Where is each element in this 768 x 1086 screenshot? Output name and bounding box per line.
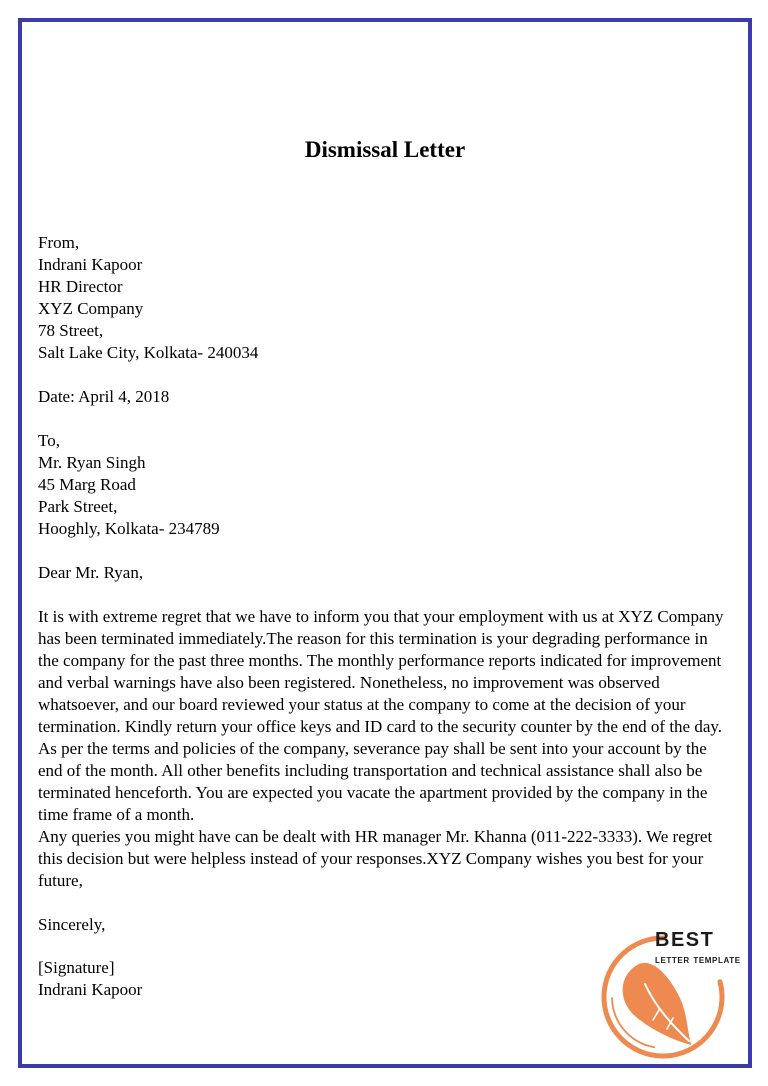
signature-name: Indrani Kapoor [38, 980, 143, 999]
signature-placeholder: [Signature] [38, 958, 115, 977]
letter-body [38, 606, 732, 892]
recipient-address-block [38, 430, 732, 540]
recipient-label: To, [38, 431, 60, 450]
letter-date: Date: April 4, 2018 [38, 387, 170, 406]
recipient-city: Hooghly, Kolkata- 234789 [38, 519, 220, 538]
recipient-name: Mr. Ryan Singh [38, 453, 146, 472]
letter-content [38, 23, 732, 1001]
brand-tagline: letter template [655, 954, 741, 966]
recipient-area: Park Street, [38, 497, 118, 516]
brand-logo [593, 912, 755, 1064]
sender-role: HR Director [38, 277, 123, 296]
recipient-street: 45 Marg Road [38, 475, 136, 494]
body-paragraph: As per the terms and policies of the company, severance pay shall be sent into your account by the end of the month. All other benefits including transportation and technical assistance shall also be terminated henceforth. You are expected you vacate the apartment provided by the company in the time frame of a month. [38, 739, 708, 824]
sender-name: Indrani Kapoor [38, 255, 143, 274]
body-paragraph: It is with extreme regret that we have to inform you that your employment with us at XYZ Company has been terminated immediately.The reason for this termination is your degrading performance in the company for the past three months. The monthly performance reports indicated for improvement and verbal warnings have also been registered. Nonetheless, no improvement was observed whatsoever, and our board reviewed your status at the company to come at the decision of your termination. Kindly return your office keys and ID card to the security counter by the end of the day. [38, 607, 724, 736]
sender-address-block [38, 232, 732, 364]
closing: Sincerely, [38, 915, 106, 934]
sender-label: From, [38, 233, 80, 252]
sender-company: XYZ Company [38, 299, 144, 318]
sender-city: Salt Lake City, Kolkata- 240034 [38, 343, 259, 362]
brand-text [655, 922, 755, 966]
body-paragraph: Any queries you might have can be dealt with HR manager Mr. Khanna (011-222-3333). We regret this decision but were helpless instead of your responses.XYZ Company wishes you best for your future, [38, 827, 713, 890]
brand-name: best [655, 921, 715, 952]
salutation: Dear Mr. Ryan, [38, 563, 144, 582]
sender-street: 78 Street, [38, 321, 104, 340]
letter-title: Dismissal Letter [304, 137, 466, 162]
